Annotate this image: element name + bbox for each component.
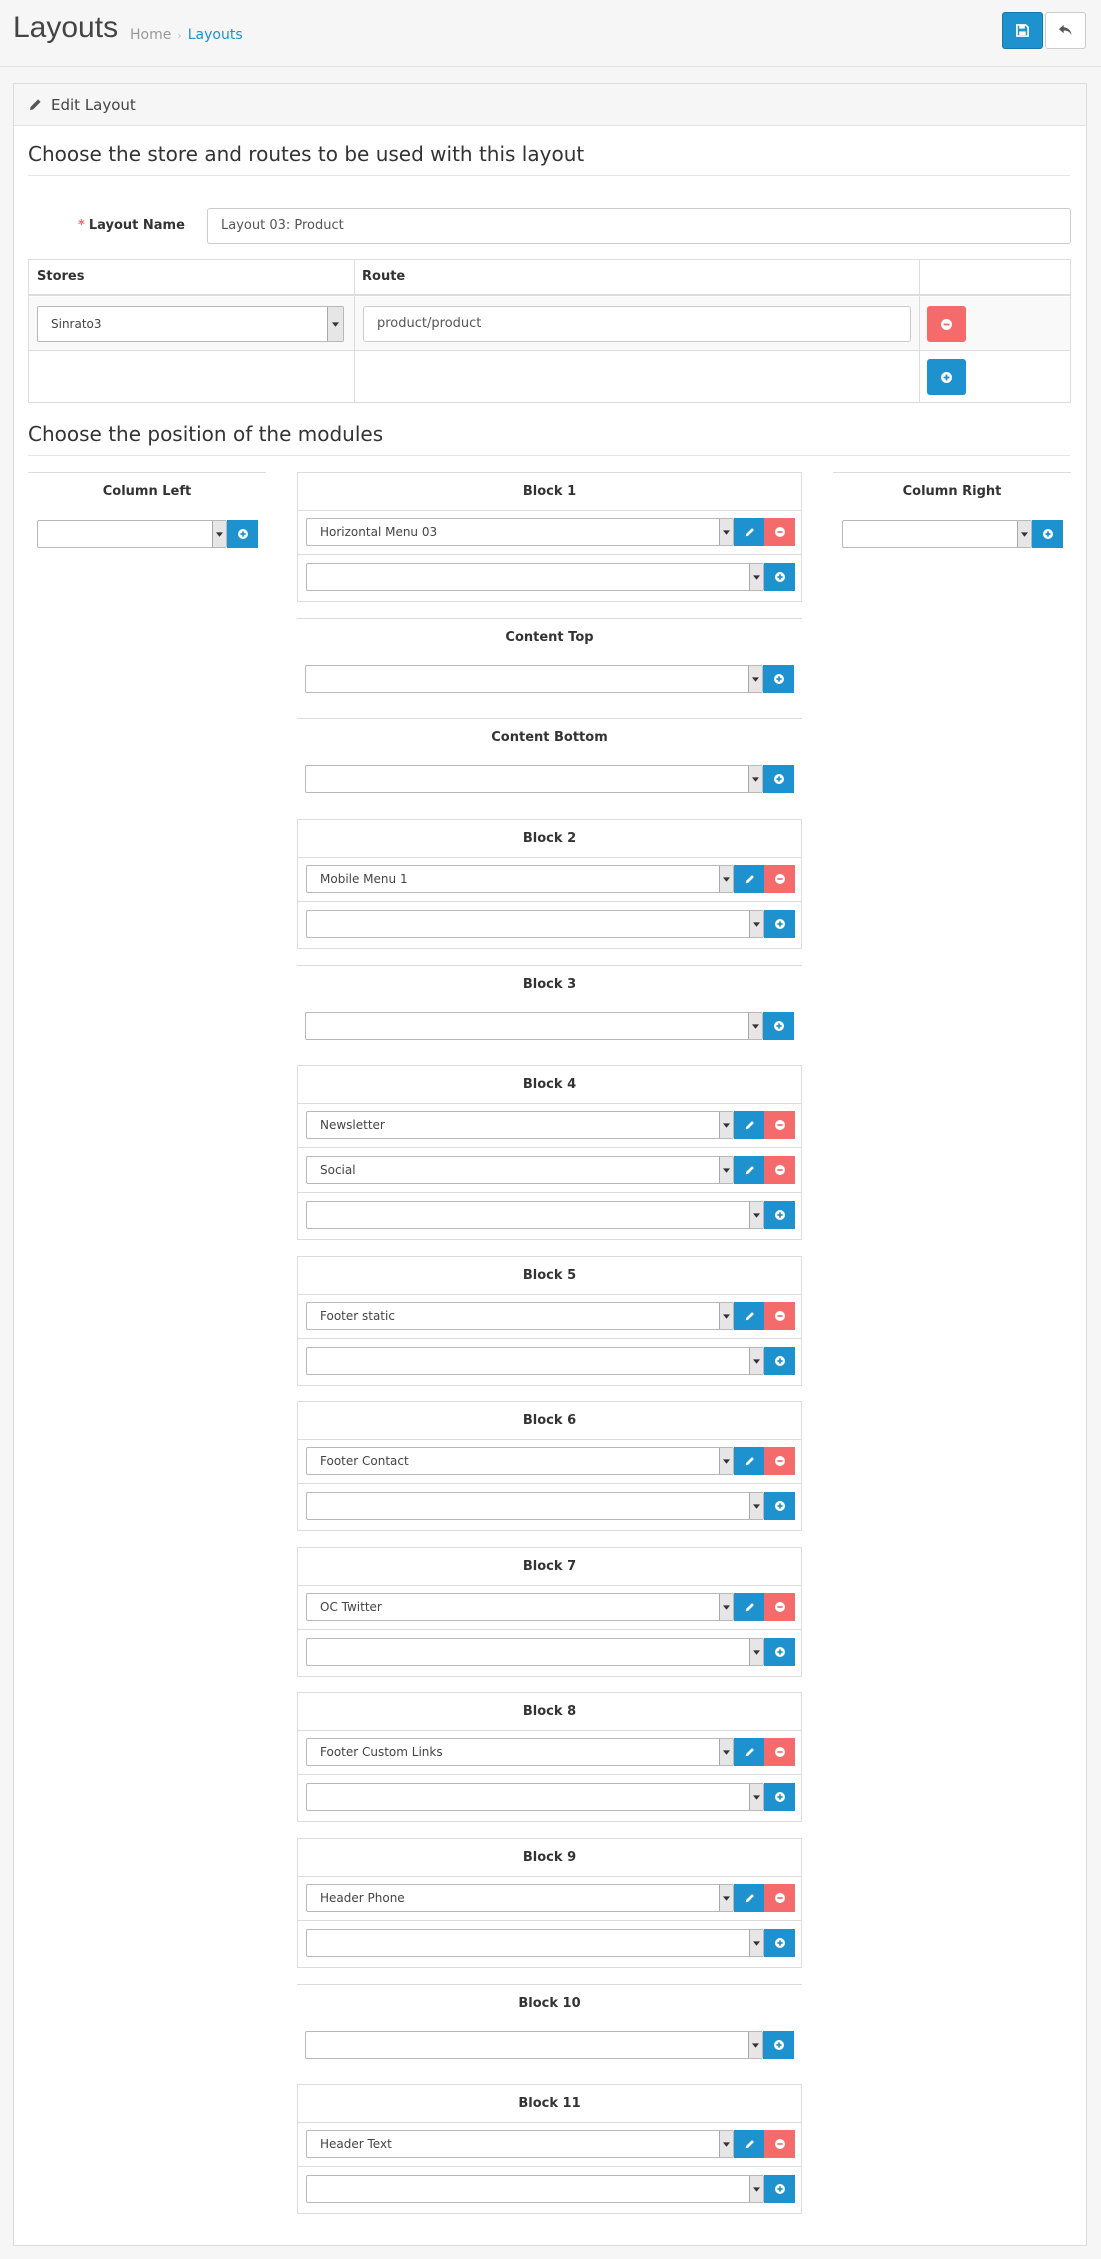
column-left-block: [28, 472, 266, 552]
row-divider: [298, 1192, 801, 1193]
module-block: [297, 1547, 802, 1677]
edit-module-button[interactable]: [734, 1447, 765, 1475]
plus-circle-icon: [775, 1356, 785, 1366]
block-title: Block 3: [522, 977, 577, 992]
section-routes-title: Choose the store and routes to be used with this layout: [28, 142, 1070, 176]
remove-route-button[interactable]: [927, 306, 966, 342]
module-select[interactable]: [306, 518, 734, 546]
pencil-icon: [745, 527, 755, 537]
module-select[interactable]: [306, 1783, 764, 1811]
remove-module-button[interactable]: [764, 865, 795, 893]
chevron-down-icon: [212, 521, 226, 547]
module-block: [297, 1256, 802, 1386]
plus-circle-icon: [774, 774, 784, 784]
remove-module-button[interactable]: [764, 2130, 795, 2158]
breadcrumb-home[interactable]: Home: [130, 27, 172, 43]
add-module-button[interactable]: [764, 2175, 795, 2203]
module-block: [297, 1401, 802, 1531]
chevron-down-icon: [719, 1885, 733, 1911]
chevron-down-icon: [748, 766, 762, 792]
chevron-down-icon: [719, 866, 733, 892]
plus-circle-icon: [238, 529, 248, 539]
chevron-down-icon: [749, 1784, 763, 1810]
module-select-value: Footer Custom Links: [320, 1745, 443, 1759]
pencil-icon: [745, 1602, 755, 1612]
store-select[interactable]: Sinrato3: [37, 306, 344, 342]
edit-module-button[interactable]: [734, 1302, 765, 1330]
pencil-icon: [745, 2139, 755, 2149]
row-divider: [298, 901, 801, 902]
route-header: Route: [354, 260, 919, 296]
module-select-value: Horizontal Menu 03: [320, 525, 438, 539]
row-divider: [298, 1629, 801, 1630]
remove-module-button[interactable]: [764, 1593, 795, 1621]
chevron-down-icon: [719, 1739, 733, 1765]
row-divider: [298, 1920, 801, 1921]
plus-circle-icon: [775, 1792, 785, 1802]
page-title: Layouts: [13, 11, 119, 44]
block-title: Content Top: [505, 630, 594, 645]
module-select[interactable]: [306, 1201, 764, 1229]
minus-circle-icon: [775, 1893, 785, 1903]
chevron-down-icon: [719, 519, 733, 545]
back-button[interactable]: [1045, 12, 1086, 49]
add-module-button[interactable]: [1032, 520, 1063, 548]
chevron-down-icon: [749, 1930, 763, 1956]
minus-circle-icon: [775, 1120, 785, 1130]
module-select-value: Header Phone: [320, 1891, 405, 1905]
module-block: [297, 1065, 802, 1240]
block-title: Block 2: [298, 820, 801, 858]
block-title: Block 8: [298, 1693, 801, 1731]
save-icon: [1016, 24, 1029, 37]
pencil-icon: [29, 98, 42, 111]
module-select[interactable]: [306, 1929, 764, 1957]
layout-name-input[interactable]: Layout 03: Product: [207, 208, 1071, 244]
block-title: Content Bottom: [491, 730, 608, 745]
module-block: [297, 1692, 802, 1822]
module-select[interactable]: [306, 1884, 734, 1912]
breadcrumb-layouts[interactable]: Layouts: [187, 27, 243, 43]
module-select[interactable]: [306, 1593, 734, 1621]
chevron-down-icon: [719, 2131, 733, 2157]
module-select[interactable]: [306, 1111, 734, 1139]
panel-heading: [14, 84, 1086, 126]
layout-name-label: * Layout Name: [78, 218, 185, 233]
remove-module-button[interactable]: [764, 1302, 795, 1330]
chevron-down-icon: [748, 1013, 762, 1039]
plus-circle-icon: [775, 1938, 785, 1948]
module-select[interactable]: [306, 910, 764, 938]
plus-circle-icon: [775, 919, 785, 929]
row-divider: [298, 1774, 801, 1775]
module-select[interactable]: [306, 1347, 764, 1375]
module-block: [297, 718, 802, 798]
module-select[interactable]: [306, 1492, 764, 1520]
column-divider: [354, 260, 355, 402]
module-select[interactable]: [306, 2175, 764, 2203]
add-module-button[interactable]: [763, 665, 794, 693]
add-module-button[interactable]: [763, 765, 794, 793]
remove-module-button[interactable]: [764, 1111, 795, 1139]
edit-module-button[interactable]: [734, 1156, 765, 1184]
add-module-button[interactable]: [764, 1783, 795, 1811]
chevron-down-icon: [749, 1348, 763, 1374]
module-select[interactable]: [306, 2130, 734, 2158]
minus-circle-icon: [775, 1165, 785, 1175]
chevron-down-icon: [749, 564, 763, 590]
required-asterisk: *: [78, 218, 85, 233]
plus-circle-icon: [1043, 529, 1053, 539]
module-select[interactable]: [306, 1738, 734, 1766]
page-header: [0, 0, 1101, 67]
chevron-down-icon: [719, 1594, 733, 1620]
edit-module-button[interactable]: [734, 1111, 765, 1139]
module-block: [297, 819, 802, 949]
edit-module-button[interactable]: [734, 518, 765, 546]
breadcrumb-separator-icon: ›: [177, 29, 182, 42]
block-title: Block 9: [298, 1839, 801, 1877]
module-select[interactable]: [306, 1638, 764, 1666]
pencil-icon: [745, 874, 755, 884]
row-divider: [298, 1483, 801, 1484]
module-select[interactable]: [306, 1447, 734, 1475]
block-title: Block 6: [298, 1402, 801, 1440]
block-title: Block 4: [298, 1066, 801, 1104]
block-title: Block 1: [298, 473, 801, 511]
minus-circle-icon: [775, 1602, 785, 1612]
module-select-value: Footer Contact: [320, 1454, 409, 1468]
module-select[interactable]: [305, 665, 763, 693]
module-block: [297, 1838, 802, 1968]
module-select-value: Social: [320, 1163, 356, 1177]
column-divider: [919, 260, 920, 402]
add-module-button[interactable]: [763, 1012, 794, 1040]
remove-module-button[interactable]: [764, 1447, 795, 1475]
block-title: Block 10: [518, 1996, 581, 2011]
section-modules-title: Choose the position of the modules: [28, 422, 1070, 456]
chevron-down-icon: [748, 2032, 762, 2058]
module-select[interactable]: [306, 1302, 734, 1330]
chevron-down-icon: [749, 911, 763, 937]
add-module-button[interactable]: [764, 563, 795, 591]
chevron-down-icon: [719, 1112, 733, 1138]
module-select[interactable]: [306, 865, 734, 893]
remove-module-button[interactable]: [764, 1738, 795, 1766]
chevron-down-icon: [749, 2176, 763, 2202]
row-divider: [298, 554, 801, 555]
plus-circle-icon: [774, 2040, 784, 2050]
add-module-button[interactable]: [764, 1929, 795, 1957]
route-table: [28, 259, 1071, 403]
pencil-icon: [745, 1893, 755, 1903]
module-select-value: OC Twitter: [320, 1600, 382, 1614]
plus-circle-icon: [775, 1501, 785, 1511]
breadcrumb: [130, 27, 243, 43]
block-title: Block 5: [298, 1257, 801, 1295]
minus-circle-icon: [775, 1456, 785, 1466]
add-module-button[interactable]: [764, 1347, 795, 1375]
module-select-value: Footer static: [320, 1309, 395, 1323]
edit-module-button[interactable]: [734, 865, 765, 893]
module-select[interactable]: [305, 1012, 763, 1040]
plus-circle-icon: [775, 1210, 785, 1220]
module-select-value: Newsletter: [320, 1118, 385, 1132]
module-block: [297, 472, 802, 602]
add-module-button[interactable]: [764, 1492, 795, 1520]
plus-circle-icon: [941, 372, 952, 383]
pencil-icon: [745, 1747, 755, 1757]
edit-module-button[interactable]: [734, 1884, 765, 1912]
chevron-down-icon: [719, 1157, 733, 1183]
plus-circle-icon: [775, 2184, 785, 2194]
add-module-button[interactable]: [764, 910, 795, 938]
route-input[interactable]: product/product: [363, 306, 911, 342]
module-block: [297, 965, 802, 1045]
remove-module-button[interactable]: [764, 1156, 795, 1184]
column-right-block: [833, 472, 1071, 552]
module-select[interactable]: [305, 765, 763, 793]
add-module-button[interactable]: [764, 1201, 795, 1229]
save-button[interactable]: [1002, 12, 1043, 49]
plus-circle-icon: [775, 1647, 785, 1657]
block-title: Block 11: [298, 2085, 801, 2123]
pencil-icon: [745, 1311, 755, 1321]
module-select[interactable]: [305, 2031, 763, 2059]
chevron-down-icon: [327, 307, 343, 341]
chevron-down-icon: [749, 1493, 763, 1519]
chevron-down-icon: [748, 666, 762, 692]
block-title: Block 7: [298, 1548, 801, 1586]
module-block: [297, 2084, 802, 2214]
panel-title: Edit Layout: [51, 95, 136, 114]
minus-circle-icon: [775, 1747, 785, 1757]
row-divider: [298, 1338, 801, 1339]
add-route-button[interactable]: [927, 359, 966, 395]
pencil-icon: [745, 1456, 755, 1466]
row-divider: [298, 1147, 801, 1148]
edit-module-button[interactable]: [734, 1593, 765, 1621]
module-select[interactable]: [306, 1156, 734, 1184]
chevron-down-icon: [719, 1448, 733, 1474]
reply-icon: [1058, 24, 1073, 37]
add-module-button[interactable]: [764, 1638, 795, 1666]
remove-module-button[interactable]: [764, 518, 795, 546]
minus-circle-icon: [775, 874, 785, 884]
stores-header: Stores: [29, 260, 354, 296]
plus-circle-icon: [774, 674, 784, 684]
row-divider: [298, 2166, 801, 2167]
row-divider: [29, 350, 1070, 351]
pencil-icon: [745, 1120, 755, 1130]
minus-circle-icon: [941, 319, 952, 330]
add-module-button[interactable]: [763, 2031, 794, 2059]
module-block: [297, 618, 802, 698]
pencil-icon: [745, 1165, 755, 1175]
minus-circle-icon: [775, 527, 785, 537]
minus-circle-icon: [775, 2139, 785, 2149]
module-select[interactable]: [37, 520, 227, 548]
column-right-title: Column Right: [902, 484, 1002, 499]
module-select[interactable]: [306, 563, 764, 591]
plus-circle-icon: [774, 1021, 784, 1031]
remove-module-button[interactable]: [764, 1884, 795, 1912]
chevron-down-icon: [719, 1303, 733, 1329]
module-select-value: Header Text: [320, 2137, 392, 2151]
minus-circle-icon: [775, 1311, 785, 1321]
chevron-down-icon: [1017, 521, 1031, 547]
edit-module-button[interactable]: [734, 1738, 765, 1766]
actions-header: [919, 260, 1070, 296]
chevron-down-icon: [749, 1202, 763, 1228]
plus-circle-icon: [775, 572, 785, 582]
module-select-value: Mobile Menu 1: [320, 872, 408, 886]
module-select[interactable]: [842, 520, 1032, 548]
column-left-title: Column Left: [102, 484, 192, 499]
add-module-button[interactable]: [227, 520, 258, 548]
module-block: [297, 1984, 802, 2064]
edit-module-button[interactable]: [734, 2130, 765, 2158]
chevron-down-icon: [749, 1639, 763, 1665]
